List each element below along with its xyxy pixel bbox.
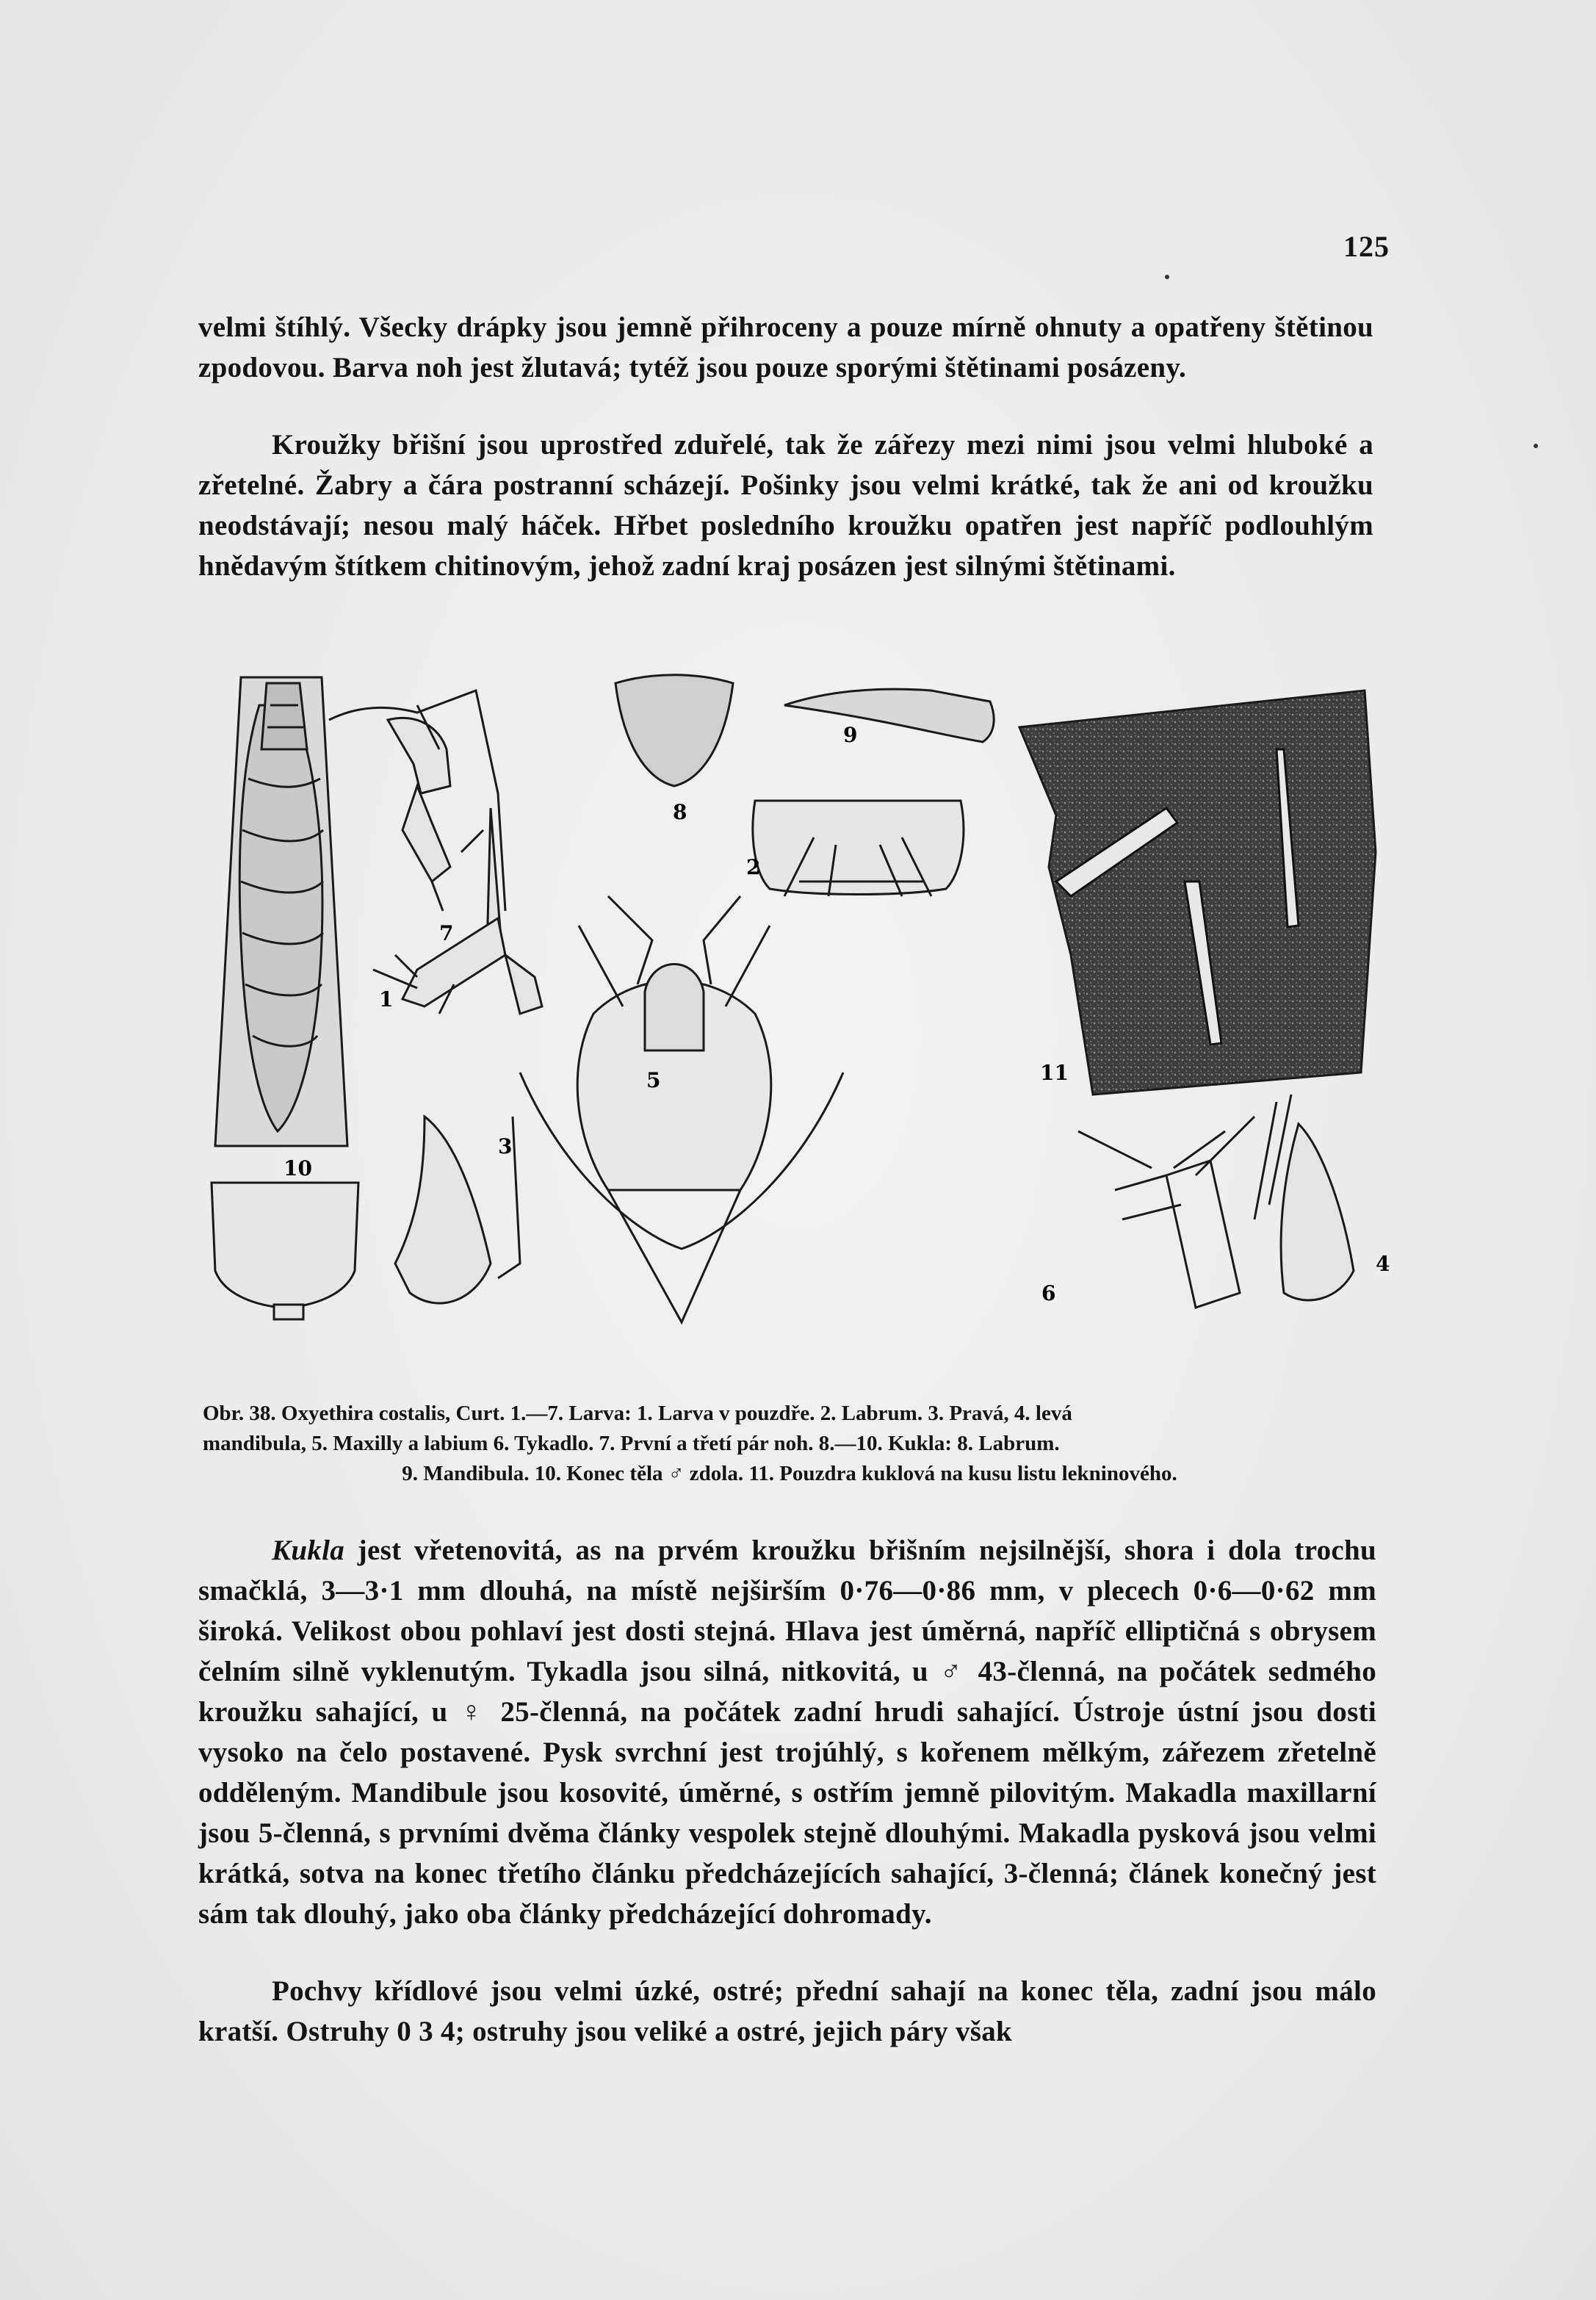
page-number: 125 (1343, 230, 1390, 263)
plate-drawing (197, 661, 1401, 1396)
left-mandible-drawing (1254, 1095, 1354, 1300)
paragraph-pupa (198, 1530, 1376, 1934)
fig-label-10: 10 (284, 1156, 312, 1180)
fig-label-8: 8 (673, 800, 687, 824)
fig-label-7: 7 (439, 921, 454, 945)
legs-drawing (329, 691, 542, 1014)
fig-label-11: 11 (1040, 1061, 1069, 1085)
pupa-description: jest vřetenovitá, as na prvém kroužku břišním nejsilnější, shora i dola trochu smačklá, 3—3·1 mm dlouhá, na místě nejširším 0·76—0·86 mm, v plecech 0·6—0·62 mm široká. Velikost obou pohlaví jest dosti stejná. Hlava jest úměrná, napříč elliptičná s obrysem čelním silně vyklenutým. Tykadla jsou silná, nitkovitá, u ♂ 43-členná, na počátek sedmého kroužku sahající, u ♀ 25-členná, na počátek zadní hrudi sahající. Ústroje ústní jsou dosti vysoko na čelo postavené. Pysk svrchní jest trojúhlý, s kořenem mělkým, zářezem zřetelně odděleným. Mandibule jsou kosovité, úměrné, s ostřím jemně pilovitým. Makadla maxillarní jsou 5-členná, s prvními dvěma články vespolek stejně dlouhými. Makadla pysková jsou velmi krátká, sotva na konec třetího článku předcházejících sahající, 3-členná; článek konečný jest sám tak dlouhý, jako oba články předcházející dohromady. (198, 1535, 1376, 1930)
fig-label-4: 4 (1376, 1252, 1390, 1276)
caption-line3: 9. Mandibula. 10. Konec těla ♂ zdola. 11. Pouzdra kuklová na kusu listu lekninového. (402, 1462, 1177, 1485)
fig-label-5: 5 (646, 1068, 661, 1092)
caption-species: Oxyethira costalis, (281, 1402, 451, 1425)
pupal-cases-on-leaf-drawing (1019, 691, 1376, 1095)
caption-lead: Obr. 38. (203, 1402, 276, 1425)
antenna-drawing (1078, 1117, 1254, 1308)
caption-line1-rest: Curt. 1.—7. Larva: 1. Larva v pouzdře. 2. Labrum. 3. Pravá, 4. levá (450, 1402, 1072, 1425)
speck (1165, 275, 1169, 279)
pupa-body-end-drawing (212, 1183, 358, 1319)
paragraph-abdomen: Kroužky břišní jsou uprostřed zduřelé, tak že zářezy mezi nimi jsou velmi hluboké a zřetelné. Žabry a čára postranní scházejí. Pošinky jsou velmi krátké, tak že ani od kroužku neodstávají; nesou malý háček. Hřbet posledního kroužku opatřen jest napříč podlouhlým hnědavým štítkem chitinovým, jehož zadní kraj posázen jest silnými štětinami. (198, 429, 1373, 582)
larva-labrum-drawing (753, 801, 964, 896)
maxillae-labium-drawing (520, 896, 843, 1322)
pupa-labrum-drawing (615, 675, 733, 786)
fig-label-6: 6 (1041, 1281, 1056, 1305)
paragraph-legs: velmi štíhlý. Všecky drápky jsou jemně přihroceny a pouze mírně ohnuty a opatřeny štětinou zpodovou. Barva noh jest žlutavá; tytéž jsou pouze sporými štětinami posázeny. (198, 311, 1373, 383)
figure-caption (203, 1399, 1376, 1489)
pupa-term: Kukla (272, 1535, 345, 1566)
figure-38-illustration (197, 661, 1401, 1396)
fig-label-2: 2 (746, 855, 761, 879)
fig-label-9: 9 (843, 723, 858, 747)
larva-in-case-drawing (215, 677, 347, 1146)
speck (1534, 444, 1538, 448)
paragraph-wing-sheaths: Pochvy křídlové jsou velmi úzké, ostré; přední sahají na konec těla, zadní jsou málo kratší. Ostruhy 0 3 4; ostruhy jsou veliké a ostré, jejich páry však (198, 1975, 1376, 2047)
pupa-mandible-drawing (784, 689, 994, 742)
caption-line2: mandibula, 5. Maxilly a labium 6. Tykadlo. 7. První a třetí pár noh. 8.—10. Kukla: 8. Labrum. (203, 1432, 1060, 1455)
fig-label-3: 3 (498, 1134, 513, 1158)
fig-label-1: 1 (379, 987, 394, 1012)
